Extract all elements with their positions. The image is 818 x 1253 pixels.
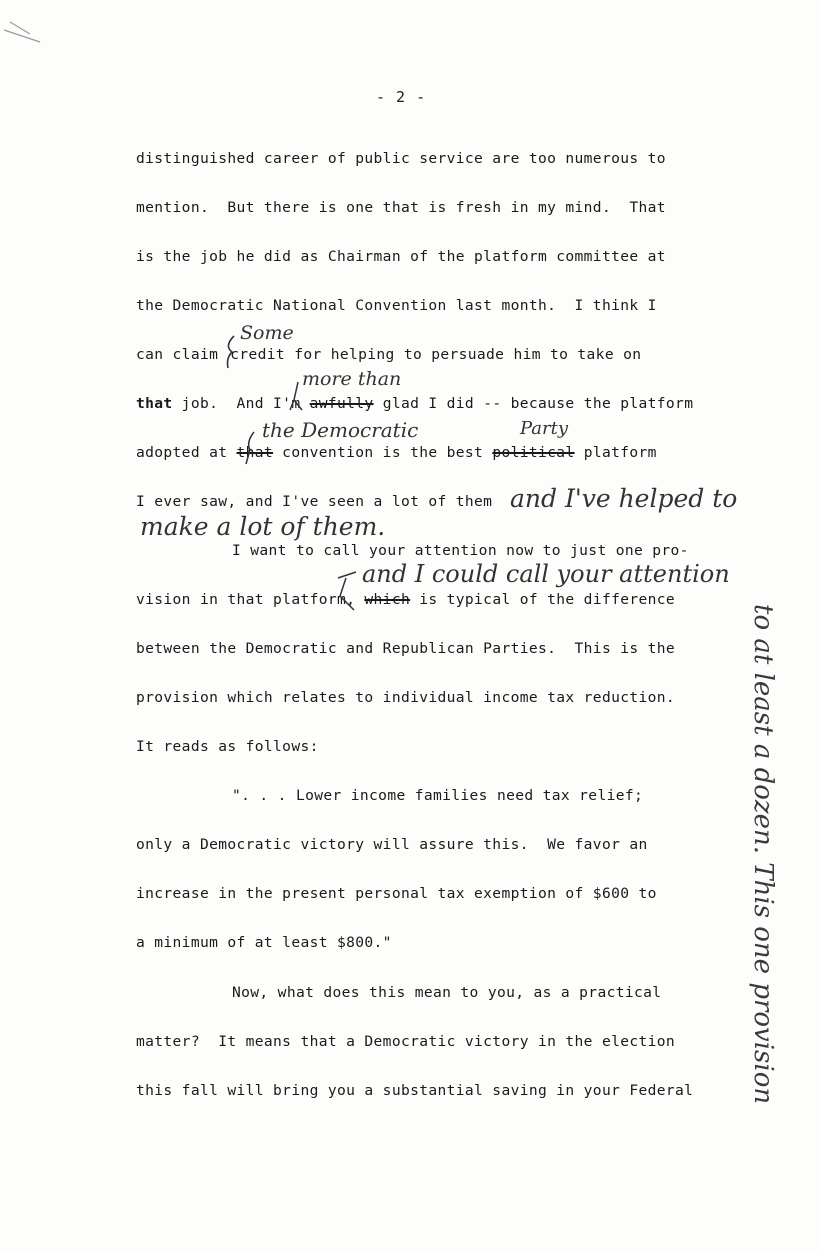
text-line-3: is the job he did as Chairman of the platform committee at	[136, 248, 666, 265]
text-line-8: I ever saw, and I've seen a lot of them	[136, 493, 493, 510]
insertion-caret-2	[288, 380, 306, 414]
text-line-10	[136, 591, 675, 609]
quote-line-4: a minimum of at least $800."	[136, 934, 392, 951]
quote-line-2: only a Democratic victory will assure this. We favor an	[136, 836, 648, 853]
text-line-10-b: is typical of the difference	[410, 591, 676, 608]
struck-word-awfully: awfully	[309, 395, 374, 412]
handwritten-some: Some	[240, 322, 294, 344]
text-line-5-a: can claim	[136, 346, 219, 363]
insertion-caret-4	[334, 566, 368, 616]
handwritten-helped-line-2: make a lot of them.	[140, 512, 386, 541]
text-line-7	[136, 444, 657, 462]
text-line-7-a: adopted at	[136, 444, 237, 461]
quote-line-1: ". . . Lower income families need tax relief;	[232, 787, 644, 804]
page-number: - 2 -	[376, 88, 427, 106]
text-line-15: matter? It means that a Democratic victory in the election	[136, 1033, 676, 1050]
text-line-7-b: convention is the best	[273, 444, 493, 461]
text-line-11: between the Democratic and Republican Parties. This is the	[136, 640, 676, 657]
text-line-14: Now, what does this mean to you, as a practical	[232, 984, 662, 1001]
text-line-6-b: job. And I'm	[172, 395, 310, 412]
text-line-5	[136, 346, 641, 364]
page-edge-mark	[0, 0, 60, 60]
text-line-4: the Democratic National Convention last month. I think I	[136, 297, 657, 314]
handwritten-more-than: more than	[302, 368, 402, 390]
text-line-6-c: glad I did -- because the platform	[373, 395, 694, 412]
text-line-12: provision which relates to individual income tax reduction.	[136, 689, 676, 706]
text-line-10-a: vision in that platform,	[136, 591, 365, 608]
text-line-5-b: credit for helping to persuade him to take on	[230, 346, 642, 363]
text-line-6	[136, 395, 693, 413]
struck-word-political: political	[492, 444, 575, 461]
handwritten-margin-note: to at least a dozen. This one provision	[748, 604, 778, 1105]
insertion-caret-1	[222, 334, 240, 370]
struck-word-that: that	[236, 444, 274, 461]
text-line-16: this fall will bring you a substantial saving in your Federal	[136, 1082, 694, 1099]
text-line-6-that: that	[136, 395, 173, 412]
struck-word-which: which	[364, 591, 411, 608]
text-line-9: I want to call your attention now to just one pro-	[232, 542, 689, 559]
text-line-7-c: platform	[574, 444, 657, 461]
text-line-13: It reads as follows:	[136, 738, 319, 755]
text-line-2: mention. But there is one that is fresh in my mind. That	[136, 199, 666, 216]
handwritten-the-democratic: the Democratic	[262, 418, 419, 442]
quote-line-3: increase in the present personal tax exemption of $600 to	[136, 885, 657, 902]
handwritten-could-call: and I could call your attention	[362, 560, 730, 588]
text-line-1: distinguished career of public service are too numerous to	[136, 150, 666, 167]
handwritten-party: Party	[520, 418, 569, 439]
insertion-caret-3	[242, 430, 260, 466]
handwritten-helped-line-1: and I've helped to	[510, 484, 738, 513]
